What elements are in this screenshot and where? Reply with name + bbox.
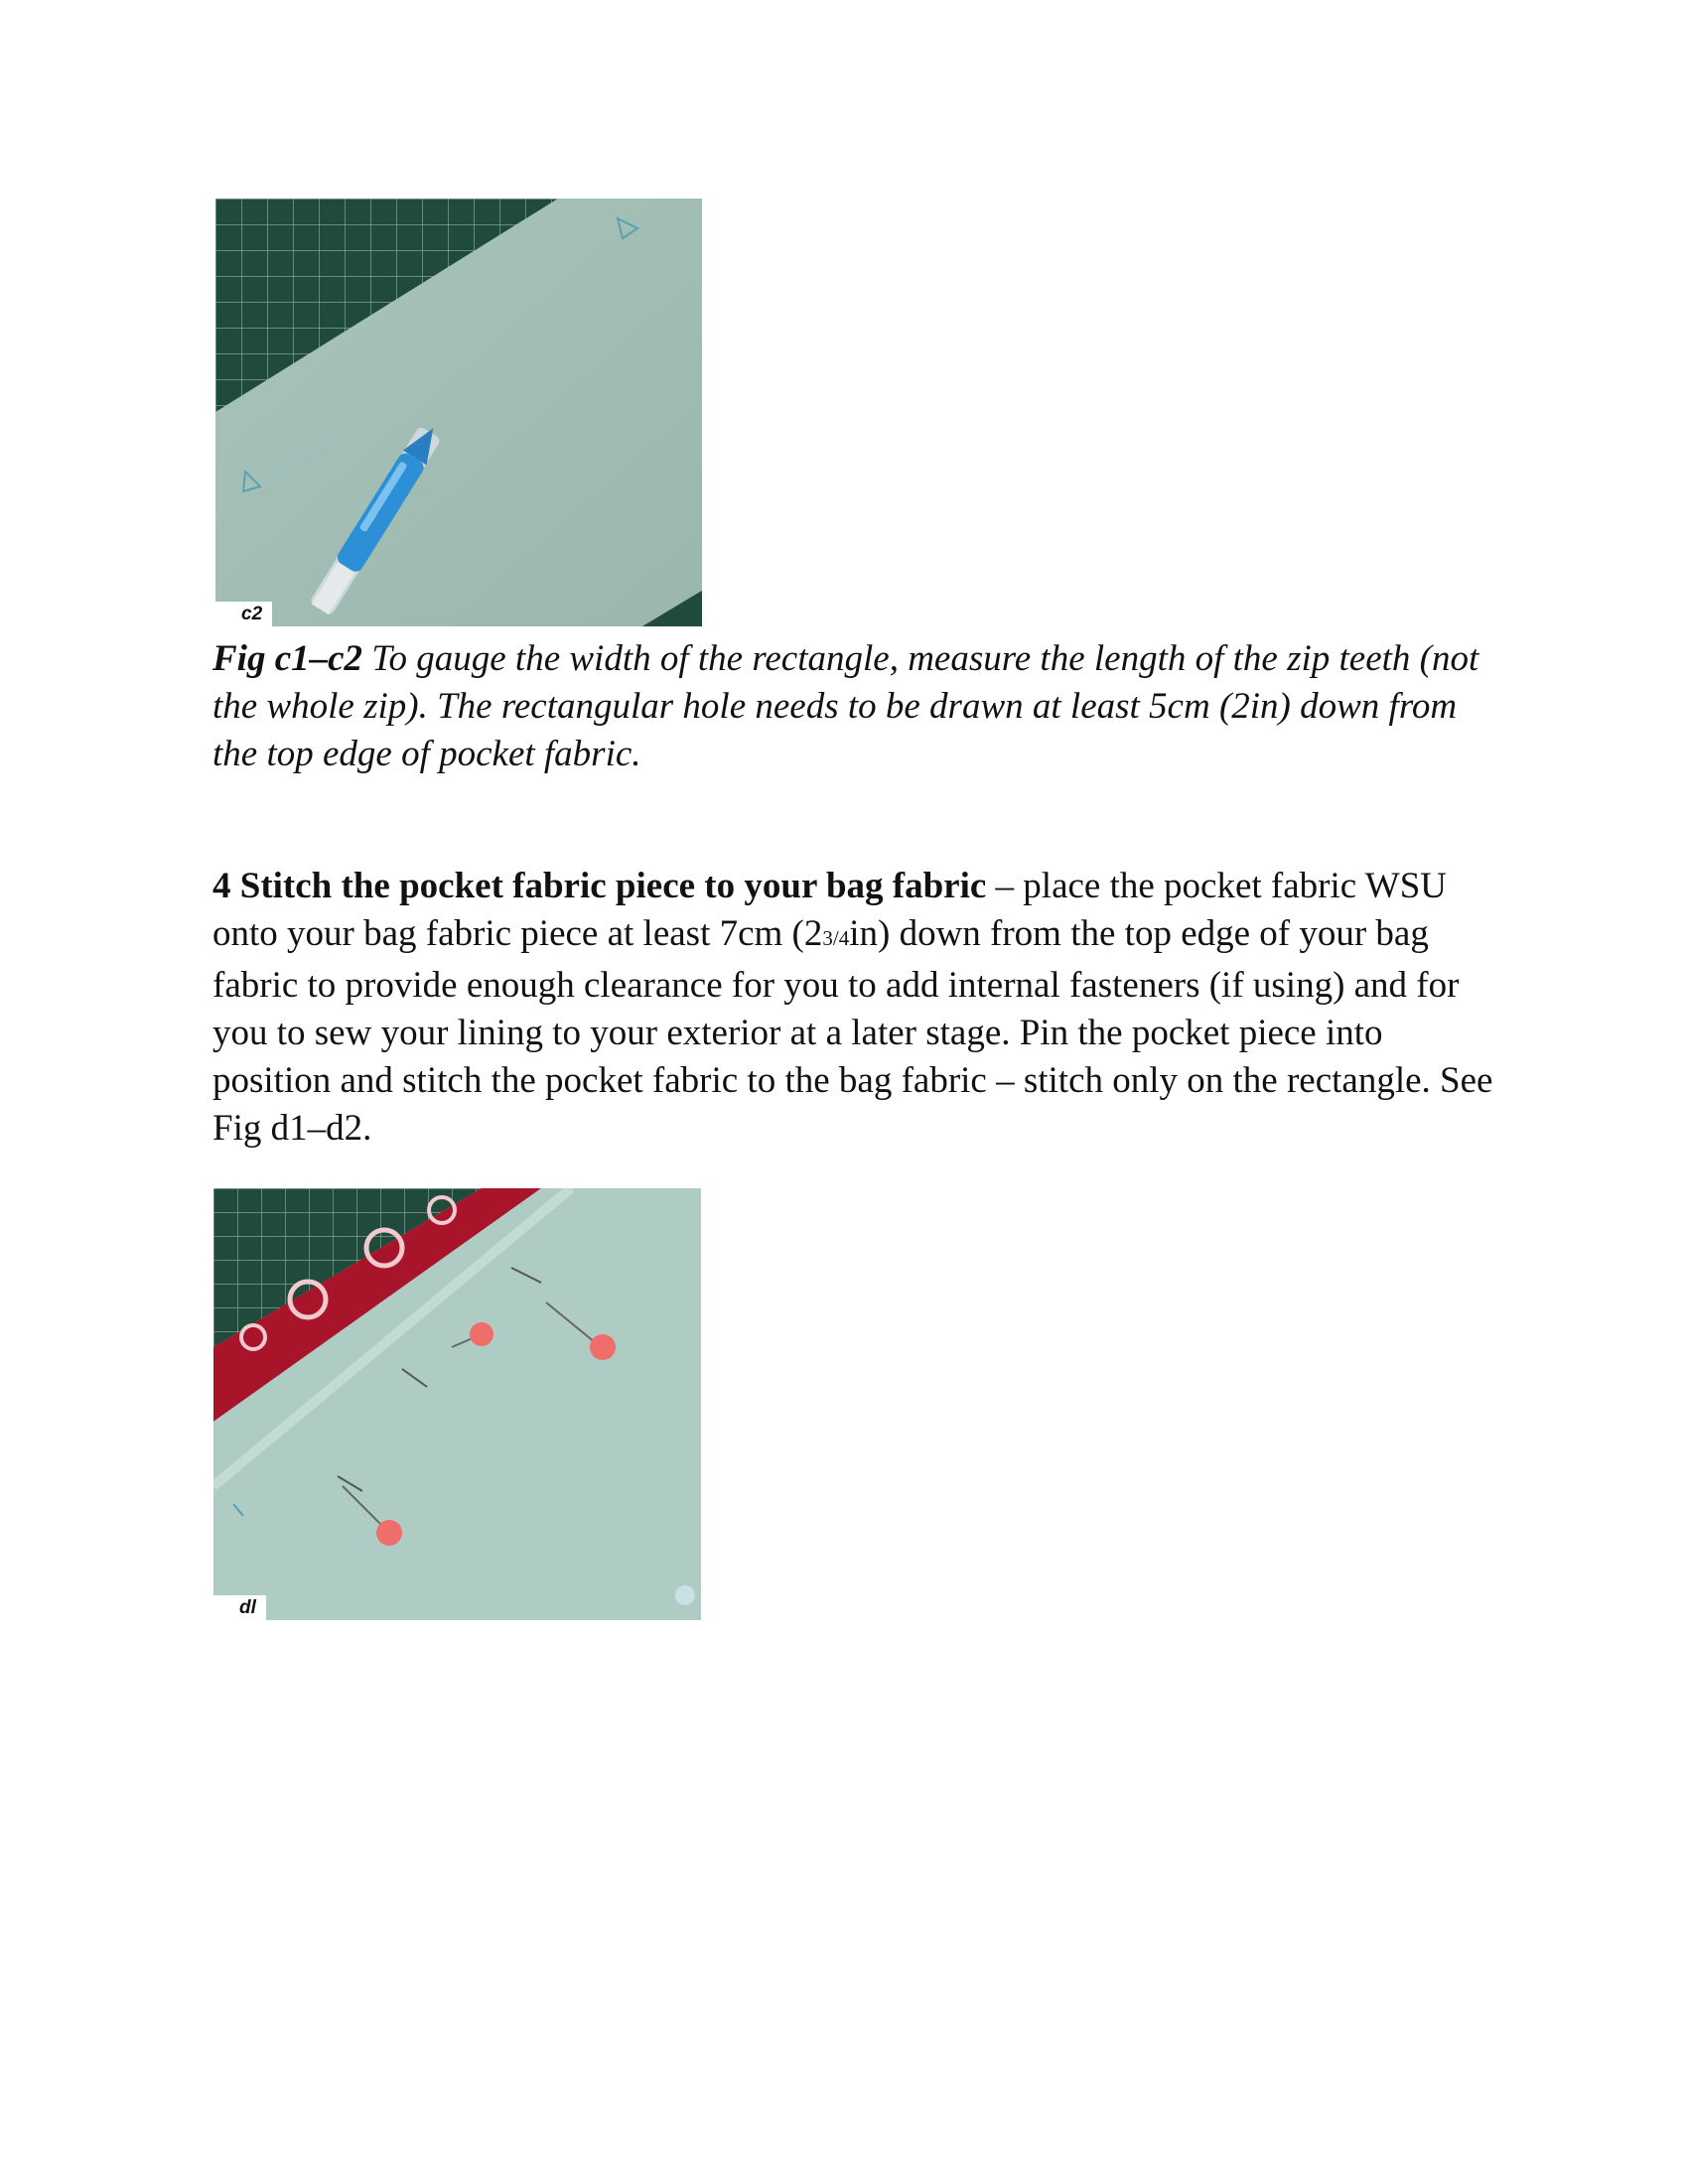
caption-text: To gauge the width of the rectangle, measure the length of the zip teeth (not the whole zip). The rectangular hole needs to be drawn at least 5cm (2in) down from the top edge of pocket fabric.: [212, 638, 1479, 774]
figure-tag-c2: c2: [215, 602, 272, 626]
figure-c2-photo: [215, 199, 702, 626]
figure-d1-photo: [213, 1188, 701, 1620]
figure-caption: [212, 635, 1503, 778]
fabric-pen-image: [215, 199, 702, 626]
step-4-paragraph: [212, 863, 1503, 1153]
step-4-text-before: – place the pocket fabric WSU onto your bag fabric piece at least 7cm (2: [212, 866, 1447, 954]
caption-lead: Fig c1–c2: [212, 638, 363, 679]
figure-tag-d1: dl: [213, 1595, 266, 1620]
step-4-heading: 4 Stitch the pocket fabric piece to your bag fabric: [212, 866, 987, 906]
step-4-text-after: in) down from the top edge of your bag fabric to provide enough clearance for you to add internal fasteners (if using) and for you to sew your lining to your exterior at a later stage. Pin the pocket piece into position and stitch the pocket fabric to the bag fabric – stitch only on the rectangle. See Fig d1–d2.: [212, 913, 1493, 1149]
step-4-fraction: 3/4: [822, 926, 850, 950]
pinned-fabric-image: [213, 1188, 701, 1620]
